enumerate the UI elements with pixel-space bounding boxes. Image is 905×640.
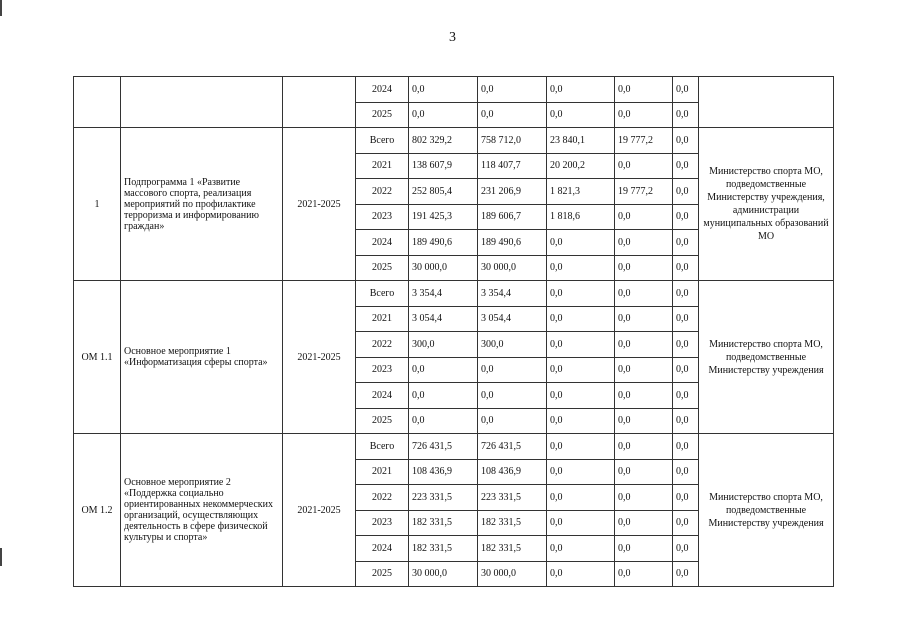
value-cell: 182 331,5 (478, 510, 547, 536)
value-cell: 0,0 (409, 408, 478, 434)
value-cell: 0,0 (673, 255, 699, 281)
value-cell: 0,0 (615, 204, 673, 230)
value-cell: 726 431,5 (409, 434, 478, 460)
item-number: 1 (74, 128, 121, 281)
value-cell: 0,0 (615, 255, 673, 281)
value-cell: 191 425,3 (409, 204, 478, 230)
year-cell: 2025 (356, 102, 409, 128)
value-cell: 0,0 (673, 77, 699, 103)
value-cell: 802 329,2 (409, 128, 478, 154)
item-title: Подпрограмма 1 «Развитие массового спорта, реализация мероприятий по профилактике терроризма и информированию граждан» (121, 128, 283, 281)
value-cell: 0,0 (615, 153, 673, 179)
table-row (74, 281, 834, 307)
continuation-number-cell (74, 77, 121, 128)
page-edge-mark-top (0, 0, 2, 16)
item-title: Основное мероприятие 1 «Информатизация сферы спорта» (121, 281, 283, 434)
value-cell: 0,0 (673, 383, 699, 409)
year-cell: 2024 (356, 77, 409, 103)
value-cell: 30 000,0 (478, 255, 547, 281)
continuation-responsible-cell (699, 77, 834, 128)
value-cell: 300,0 (409, 332, 478, 358)
value-cell: 0,0 (673, 434, 699, 460)
value-cell: 1 821,3 (547, 179, 615, 205)
year-cell: Всего (356, 281, 409, 307)
value-cell: 0,0 (673, 281, 699, 307)
value-cell: 0,0 (547, 408, 615, 434)
value-cell: 0,0 (673, 561, 699, 587)
value-cell: 3 054,4 (409, 306, 478, 332)
value-cell: 0,0 (615, 383, 673, 409)
value-cell: 182 331,5 (478, 536, 547, 562)
table-body (74, 77, 834, 587)
year-cell: 2025 (356, 408, 409, 434)
value-cell: 0,0 (478, 408, 547, 434)
value-cell: 0,0 (547, 281, 615, 307)
value-cell: 0,0 (673, 128, 699, 154)
item-period: 2021-2025 (283, 434, 356, 587)
value-cell: 0,0 (673, 306, 699, 332)
value-cell: 0,0 (673, 204, 699, 230)
value-cell: 0,0 (547, 561, 615, 587)
page-number: 3 (449, 30, 456, 45)
year-cell: 2021 (356, 306, 409, 332)
value-cell: 231 206,9 (478, 179, 547, 205)
value-cell: 30 000,0 (478, 561, 547, 587)
value-cell: 0,0 (547, 383, 615, 409)
value-cell: 0,0 (615, 77, 673, 103)
year-cell: 2025 (356, 255, 409, 281)
value-cell: 0,0 (615, 434, 673, 460)
value-cell: 0,0 (478, 77, 547, 103)
value-cell: 108 436,9 (478, 459, 547, 485)
year-cell: 2022 (356, 332, 409, 358)
value-cell: 0,0 (673, 357, 699, 383)
value-cell: 23 840,1 (547, 128, 615, 154)
value-cell: 0,0 (673, 230, 699, 256)
value-cell: 0,0 (615, 459, 673, 485)
value-cell: 0,0 (409, 102, 478, 128)
value-cell: 0,0 (547, 459, 615, 485)
value-cell: 0,0 (615, 510, 673, 536)
item-responsible: Министерство спорта МО, подведомственные Министерству учреждения, администрации муниципальных образований МО (699, 128, 834, 281)
item-number: ОМ 1.2 (74, 434, 121, 587)
value-cell: 0,0 (615, 102, 673, 128)
item-responsible: Министерство спорта МО, подведомственные Министерству учреждения (699, 281, 834, 434)
year-cell: 2025 (356, 561, 409, 587)
value-cell: 0,0 (409, 383, 478, 409)
value-cell: 0,0 (547, 102, 615, 128)
value-cell: 0,0 (673, 102, 699, 128)
year-cell: 2024 (356, 383, 409, 409)
value-cell: 182 331,5 (409, 536, 478, 562)
value-cell: 189 490,6 (478, 230, 547, 256)
year-cell: 2024 (356, 230, 409, 256)
value-cell: 0,0 (673, 459, 699, 485)
table-row (74, 77, 834, 103)
value-cell: 0,0 (409, 77, 478, 103)
value-cell: 138 607,9 (409, 153, 478, 179)
program-table (73, 76, 834, 587)
table-row (74, 434, 834, 460)
value-cell: 1 818,6 (547, 204, 615, 230)
value-cell: 0,0 (673, 485, 699, 511)
value-cell: 30 000,0 (409, 255, 478, 281)
value-cell: 0,0 (673, 153, 699, 179)
value-cell: 108 436,9 (409, 459, 478, 485)
value-cell: 223 331,5 (478, 485, 547, 511)
value-cell: 0,0 (673, 332, 699, 358)
item-period: 2021-2025 (283, 281, 356, 434)
item-number: ОМ 1.1 (74, 281, 121, 434)
table-row (74, 128, 834, 154)
value-cell: 20 200,2 (547, 153, 615, 179)
value-cell: 189 490,6 (409, 230, 478, 256)
value-cell: 0,0 (478, 357, 547, 383)
year-cell: 2022 (356, 179, 409, 205)
value-cell: 0,0 (615, 408, 673, 434)
value-cell: 252 805,4 (409, 179, 478, 205)
value-cell: 30 000,0 (409, 561, 478, 587)
value-cell: 758 712,0 (478, 128, 547, 154)
value-cell: 0,0 (547, 332, 615, 358)
value-cell: 0,0 (615, 485, 673, 511)
value-cell: 0,0 (547, 306, 615, 332)
value-cell: 0,0 (478, 102, 547, 128)
continuation-period-cell (283, 77, 356, 128)
item-period: 2021-2025 (283, 128, 356, 281)
value-cell: 3 354,4 (478, 281, 547, 307)
value-cell: 0,0 (547, 485, 615, 511)
value-cell: 0,0 (547, 255, 615, 281)
page-edge-mark-bottom (0, 548, 2, 566)
value-cell: 0,0 (547, 77, 615, 103)
value-cell: 0,0 (615, 306, 673, 332)
value-cell: 223 331,5 (409, 485, 478, 511)
value-cell: 0,0 (673, 408, 699, 434)
year-cell: 2023 (356, 204, 409, 230)
year-cell: 2022 (356, 485, 409, 511)
value-cell: 19 777,2 (615, 179, 673, 205)
value-cell: 19 777,2 (615, 128, 673, 154)
value-cell: 0,0 (673, 536, 699, 562)
value-cell: 300,0 (478, 332, 547, 358)
value-cell: 0,0 (409, 357, 478, 383)
year-cell: 2021 (356, 153, 409, 179)
value-cell: 0,0 (615, 230, 673, 256)
value-cell: 0,0 (615, 536, 673, 562)
item-title: Основное мероприятие 2 «Поддержка социально ориентированных некоммерческих организаций, осуществляющих деятельность в сфере физической культуры и спорта» (121, 434, 283, 587)
value-cell: 0,0 (547, 357, 615, 383)
value-cell: 0,0 (547, 434, 615, 460)
value-cell: 0,0 (615, 561, 673, 587)
value-cell: 0,0 (547, 510, 615, 536)
year-cell: 2023 (356, 357, 409, 383)
value-cell: 3 054,4 (478, 306, 547, 332)
value-cell: 0,0 (615, 357, 673, 383)
year-cell: 2023 (356, 510, 409, 536)
year-cell: Всего (356, 434, 409, 460)
value-cell: 3 354,4 (409, 281, 478, 307)
continuation-title-cell (121, 77, 283, 128)
year-cell: Всего (356, 128, 409, 154)
year-cell: 2021 (356, 459, 409, 485)
value-cell: 182 331,5 (409, 510, 478, 536)
value-cell: 726 431,5 (478, 434, 547, 460)
item-responsible: Министерство спорта МО, подведомственные Министерству учреждения (699, 434, 834, 587)
value-cell: 0,0 (673, 179, 699, 205)
value-cell: 189 606,7 (478, 204, 547, 230)
value-cell: 118 407,7 (478, 153, 547, 179)
value-cell: 0,0 (615, 332, 673, 358)
value-cell: 0,0 (615, 281, 673, 307)
value-cell: 0,0 (478, 383, 547, 409)
year-cell: 2024 (356, 536, 409, 562)
value-cell: 0,0 (673, 510, 699, 536)
value-cell: 0,0 (547, 230, 615, 256)
value-cell: 0,0 (547, 536, 615, 562)
